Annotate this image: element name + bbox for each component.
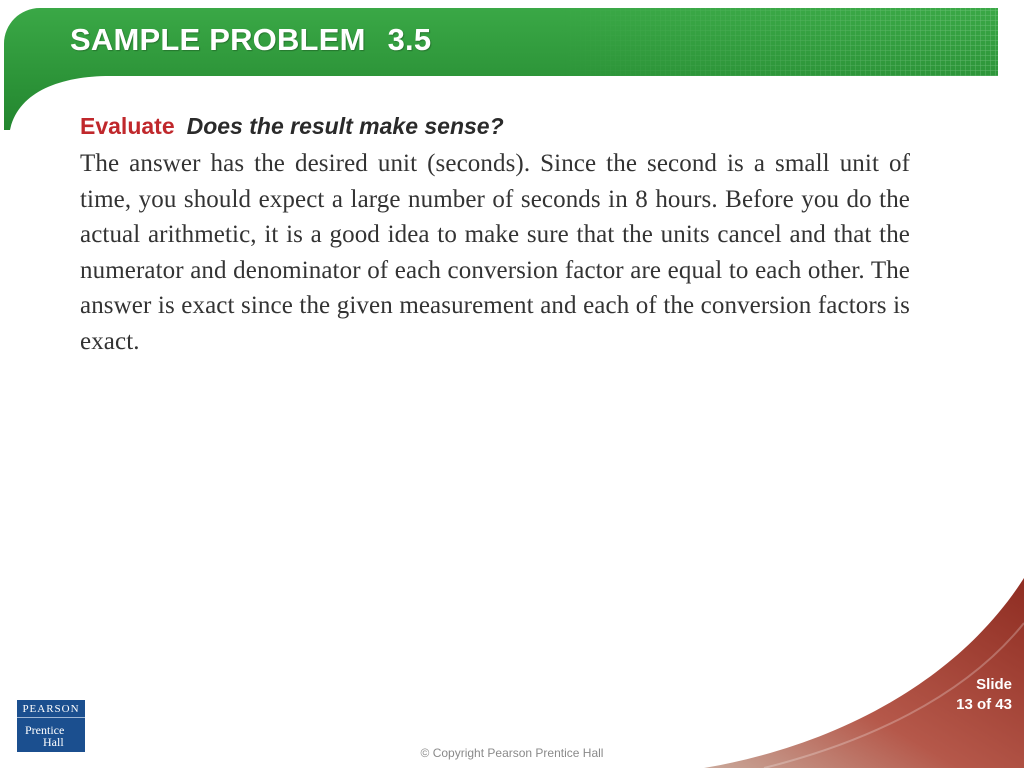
logo-pearson-text: PEARSON <box>17 700 85 718</box>
evaluate-heading <box>80 113 910 140</box>
title-text: SAMPLE PROBLEM <box>70 22 366 57</box>
slide-number <box>956 675 1012 715</box>
evaluate-paragraph: The answer has the desired unit (seconds). Since the second is a small unit of time, you should expect a large number of seconds in 8 hours. Before you do the actual arithmetic, it is a good idea to make sure that the units cancel and that the numerator and denominator of each conversion factor are equal to each other. The answer is exact since the given measurement and each of the conversion factors is exact. <box>80 150 910 355</box>
evaluate-section <box>80 113 910 359</box>
problem-number: 3.5 <box>387 22 432 57</box>
page-title <box>70 22 431 58</box>
slide-count: 13 of 43 <box>956 696 1012 713</box>
evaluate-label: Evaluate <box>80 113 175 139</box>
corner-swoosh <box>704 578 1024 768</box>
copyright-notice: © Copyright Pearson Prentice Hall <box>420 746 604 760</box>
logo-hall: Hall <box>43 735 64 749</box>
logo-prentice: Prentice <box>25 723 65 737</box>
logo-prentice-hall <box>17 718 85 748</box>
slide-label: Slide <box>976 676 1012 693</box>
evaluate-question: Does the result make sense? <box>186 113 504 139</box>
pearson-logo <box>17 700 85 752</box>
